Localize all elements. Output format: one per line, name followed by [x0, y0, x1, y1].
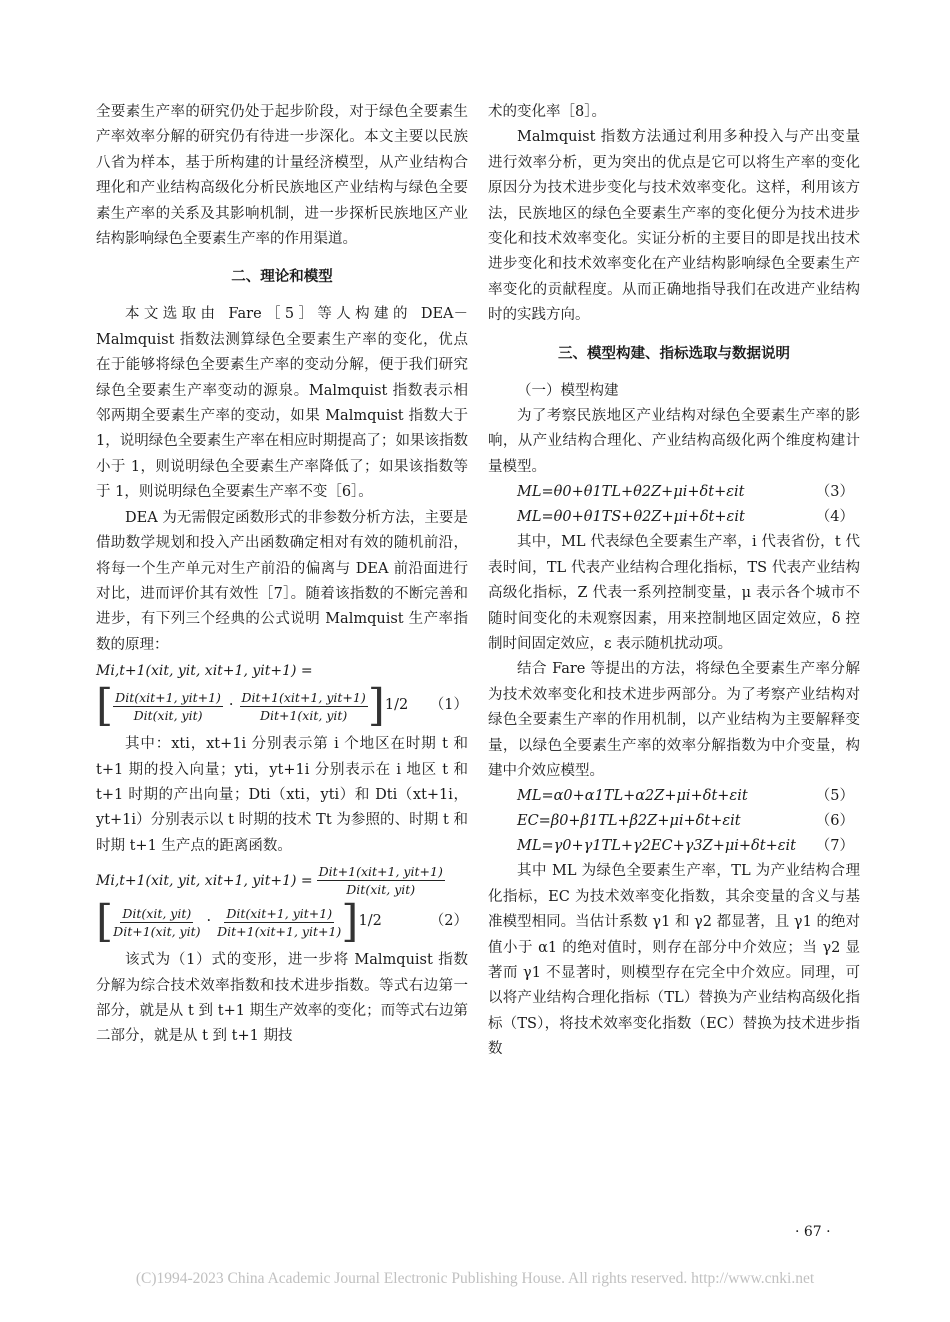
- equation-3: ML=θ0+θ1TL+θ2Z+μi+δt+εit （3）: [517, 484, 854, 501]
- eq2-frac2-den: Dit+1(xit+1, yit+1): [217, 923, 342, 939]
- eq2-power: 1/2: [358, 913, 382, 930]
- eq1-frac1-num: Dit(xit+1, yit+1): [115, 689, 221, 705]
- section-heading-model: 三、模型构建、指标选取与数据说明: [558, 345, 790, 362]
- equation-7: ML=γ0+γ1TL+γ2EC+γ3Z+μi+δt+εit （7）: [517, 838, 854, 855]
- equation-1-number: （1）: [429, 697, 468, 714]
- equation-2-lhs: Mi,t+1(xit, yit, xit+1, yit+1) =: [96, 872, 313, 889]
- equation-2-number: （2）: [429, 913, 468, 930]
- eq1-frac1-den: Dit(xit, yit): [133, 707, 203, 723]
- equation-6: EC=β0+β1TL+β2Z+μi+δt+εit （6）: [517, 813, 854, 830]
- paragraph-intro-continued: 全要素生产率的研究仍处于起步阶段，对于绿色全要素生产率效率分解的研究仍有待进一步深化。本文主要以民族八省为样本，基于所构建的计量经济模型，从产业结构合理化和产业结构高级化分析民族地区产业结构与绿色全要素生产率的关系及其影响机制，进一步探析民族地区产业结构影响绿色全要素生产率的作用渠道。: [96, 104, 468, 248]
- section-heading-theory: 二、理论和模型: [231, 269, 333, 286]
- eq1-power: 1/2: [384, 697, 409, 714]
- eq2-frac1-num: Dit(xit, yit): [122, 905, 192, 921]
- eq2-main-den: Dit(xit, yit): [346, 882, 416, 898]
- page-number: · 67 ·: [795, 1224, 831, 1240]
- left-column: [96, 100, 468, 1050]
- equation-4: ML=θ0+θ1TS+θ2Z+μi+δt+εit （4）: [517, 509, 854, 526]
- paragraph-malmquist-advantage: Malmquist 指数方法通过利用多种投入与产出变量进行效率分析，更为突出的优点是它可以将生产率的变化原因分为技术进步变化与技术效率变化。这样，利用该方法，民族地区的绿色全要素生产率的变化便分为技术进步变化和技术效率变化。实证分析的主要目的即是找出技术进步变化和技术效率变化在产业结构影响绿色全要素生产率变化的贡献程度。从而正确地指导我们在改进产业结构时的实践方向。: [488, 129, 860, 324]
- paragraph-dea-description: DEA 为无需假定函数形式的非参数分析方法，主要是借助数学规划和投入产出函数确定相对有效的随机前沿，将每一个生产单元对生产前沿的偏离与 DEA 前沿面进行对比，进而评价其有效性［7］。随着该指数的不断完善和进步，有下列三个经典的公式说明 Malmquist 生产率指数的原理：: [96, 509, 468, 653]
- equation-1-lhs: Mi,t+1(xit, yit, xit+1, yit+1) =: [96, 663, 313, 680]
- right-column: [488, 100, 860, 1063]
- paragraph-variable-definitions: 其中：xti，xt+1i 分别表示第 i 个地区在时期 t 和 t+1 期的投入向量；yti，yt+1i 分别表示在 i 地区 t 和 t+1 时期的产出向量；Dti（xti，yti）和 Dti（xt+1i，yt+1i）分别表示以 t 时期的技术 Tt 为参照的、时期 t 和时期 t+1 生产点的距离函数。: [96, 736, 468, 854]
- eq2-main-num: Dit+1(xit+1, yit+1): [318, 864, 443, 880]
- eq1-frac2-num: Dit+1(xit+1, yit+1): [241, 689, 366, 705]
- equation-1: Mi,t+1(xit, yit, xit+1, yit+1) = [ $\frac{\text{Dit(xit+1, yit+1)}}{\text{Dit(xit, yit)}}$ · $\frac{\text{Dit+1(xit+1, yit+1)}}{\text{Dit+1(xit, yit)}}$ ] 1/2 （1）: [96, 660, 468, 728]
- subsection-heading-model-construction: （一）模型构建: [517, 382, 619, 399]
- eq1-dot: ·: [228, 697, 234, 714]
- paragraph-model-intro: 为了考察民族地区产业结构对绿色全要素生产率的影响，从产业结构合理化、产业结构高级化两个维度构建计量模型。: [488, 408, 860, 475]
- paragraph-mediation: 结合 Fare 等提出的方法，将绿色全要素生产率分解为技术效率变化和技术进步两部分。为了考察产业结构对绿色全要素生产率的作用机制，以产业结构为主要解释变量，以绿色全要素生产率的效率分解指数为中介变量，构建中介效应模型。: [488, 661, 860, 779]
- equation-5: ML=α0+α1TL+α2Z+μi+δt+εit （5）: [517, 788, 854, 805]
- copyright-footer: (C)1994-2023 China Academic Journal Electronic Publishing House. All rights reserved. http://www.cnki.net: [135, 1270, 815, 1287]
- eq1-frac2-den: Dit+1(xit, yit): [259, 707, 348, 723]
- paragraph-continued: 术的变化率［8］。: [488, 104, 606, 120]
- equation-2: Mi,t+1(xit, yit, xit+1, yit+1) = $\frac{\text{Dit+1(xit+1, yit+1)}}{\text{Dit(xit, yit)}}$ [ $\frac{\text{Dit(xit, yit)}}{\text{Dit+1(xit, yit)}}$ · $\frac{\text{Dit(xit+1, yit+1)}}{\text{Dit+1(xit+1, yit+1)}}$ ] 1/2 （2）: [96, 864, 468, 948]
- paragraph-decomposition: 该式为（1）式的变形，进一步将 Malmquist 指数分解为综合技术效率指数和技术进步指数。等式右边第一部分，就是从 t 到 t+1 期生产效率的变化；而等式右边第二部分，就是从 t 到 t+1 期技: [96, 952, 468, 1045]
- paragraph-variables: 其中，ML 代表绿色全要素生产率，i 代表省份，t 代表时间，TL 代表产业结构合理化指标，TS 代表产业结构高级化指标，Z 代表一系列控制变量，μ 表示各个城市不随时间变化的未观察因素，用来控制地区固定效应，δ 控制时间固定效应，ε 表示随机扰动项。: [488, 534, 860, 652]
- eq2-frac2-num: Dit(xit+1, yit+1): [226, 905, 333, 921]
- eq2-frac1-den: Dit+1(xit, yit): [113, 923, 201, 939]
- paragraph-mediation-explanation: 其中 ML 为绿色全要素生产率，TL 为产业结构合理化指标，EC 为技术效率变化指数，其余变量的含义与基准模型相同。当估计系数 γ1 和 γ2 都显著，且 γ1 的绝对值小于 α1 的绝对值时，则存在部分中介效应；当 γ2 显著而 γ1 不显著时，则模型存在完全中介效应。同理，可以将产业结构合理化指标（TL）替换为产业结构高级化指标（TS），将技术效率变化指数（EC）替换为技术进步指数: [488, 863, 860, 1058]
- eq2-dot: ·: [206, 913, 212, 930]
- paragraph-dea-malmquist: 本文选取由 Fare［5］等人构建的 DEA－Malmquist 指数法测算绿色全要素生产率的变化，优点在于能够将绿色全要素生产率的变动分解，便于我们研究绿色全要素生产率变动的源泉。Malmquist 指数表示相邻两期全要素生产率的变动，如果 Malmquist 指数大于 1，说明绿色全要素生产率在相应时期提高了；如果该指数小于 1，则说明绿色全要素生产率降低了；如果该指数等于 1，则说明绿色全要素生产率不变［6］。: [96, 306, 468, 501]
